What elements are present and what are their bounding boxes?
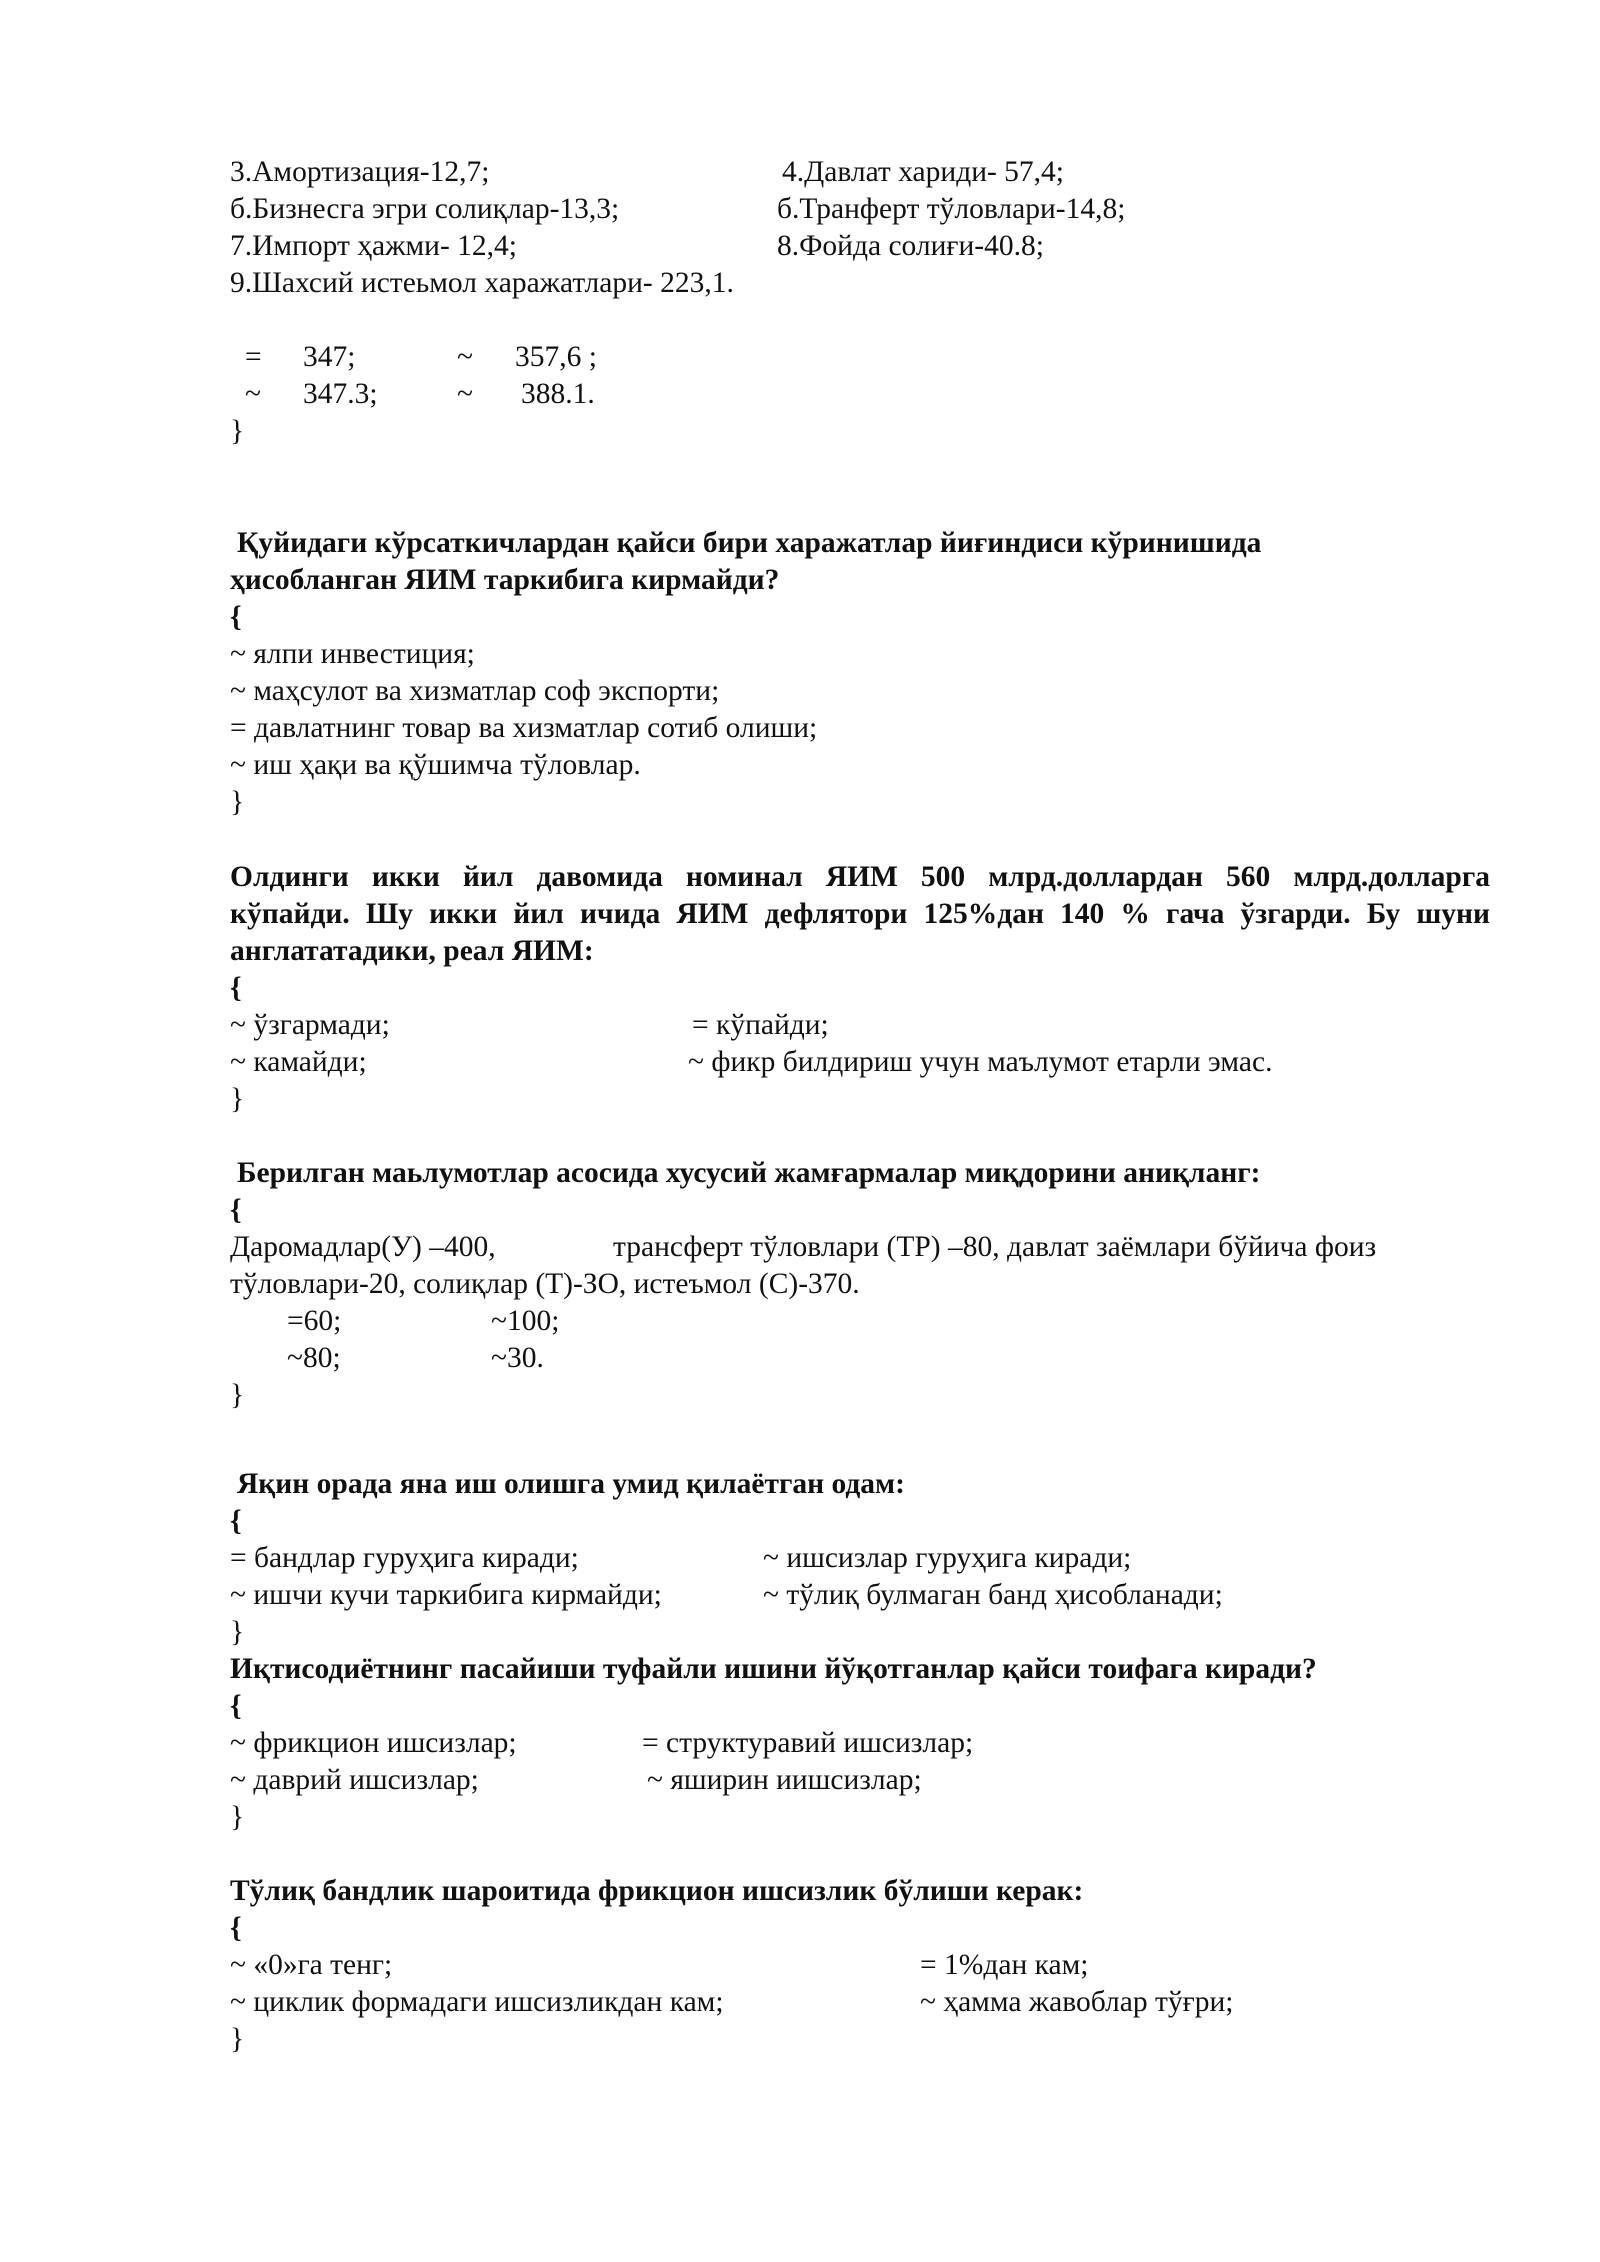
answer-option: ~ маҳсулот ва хизматлар соф экспорти; xyxy=(230,675,720,707)
answer-option: ~ «0»га тенг; xyxy=(230,1949,393,1981)
closing-brace: } xyxy=(230,1616,245,1648)
question-text: англататадики, реал ЯИМ: xyxy=(230,935,594,967)
answer-value: 357,6 ; xyxy=(515,341,597,373)
item-6-left: б.Бизнесга эгри солиқлар-13,3; xyxy=(230,193,620,225)
item-8: 8.Фойда солиғи-40.8; xyxy=(777,230,1044,262)
question-text: Яқин орада яна иш олишга умид қилаётган одам: xyxy=(237,1468,905,1500)
answer-marker: ~ xyxy=(457,341,473,373)
answer-option: = бандлар гуруҳига киради; xyxy=(230,1542,579,1574)
closing-brace: } xyxy=(230,786,245,818)
opening-brace: { xyxy=(230,601,242,633)
item-4: 4.Давлат хариди- 57,4; xyxy=(782,156,1065,188)
answer-option: ~ циклик формадаги ишсизликдан кам; xyxy=(230,1986,724,2018)
question-text: Берилган маьлумотлар асосида хусусий жамғармалар миқдорини аниқланг: xyxy=(237,1157,1261,1189)
answer-option: ~ яширин иишсизлар; xyxy=(647,1764,922,1796)
closing-brace: } xyxy=(230,2023,245,2055)
answer-option: ~30. xyxy=(491,1342,544,1374)
answer-option: ~ тўлиқ булмаган банд ҳисобланади; xyxy=(763,1579,1223,1611)
answer-option: ~ фрикцион ишсизлар; xyxy=(230,1727,517,1759)
answer-option: ~ ўзгармади; xyxy=(230,1009,390,1041)
answer-option: ~ камайди; xyxy=(230,1046,367,1078)
answer-option: ~80; xyxy=(287,1342,341,1374)
closing-brace: } xyxy=(230,1379,245,1411)
question-text: Иқтисодиётнинг пасайиши туфайли ишини йўқотганлар қайси тоифага киради? xyxy=(230,1653,1317,1685)
question-text: кўпайди. Шу икки йил ичида ЯИМ дефлятори 125%дан 140 % гача ўзгарди. Бу шуни xyxy=(230,898,1490,930)
answer-value: 388.1. xyxy=(521,378,595,410)
opening-brace: { xyxy=(230,1194,242,1226)
answer-option: ~100; xyxy=(491,1305,560,1337)
item-9: 9.Шахсий истеьмол харажатлари- 223,1. xyxy=(230,267,734,299)
closing-brace: } xyxy=(230,415,245,447)
answer-marker: ~ xyxy=(457,378,473,410)
item-7: 7.Импорт ҳажми- 12,4; xyxy=(230,230,517,262)
question-text: ҳисобланган ЯИМ таркибига кирмайди? xyxy=(230,564,780,596)
answer-option: ~ иш ҳақи ва қўшимча тўловлар. xyxy=(230,749,641,781)
answer-value: 347; xyxy=(303,341,356,373)
closing-brace: } xyxy=(230,1801,245,1833)
answer-option: = структуравий ишсизлар; xyxy=(642,1727,974,1759)
answer-option: = 1%дан кам; xyxy=(920,1949,1089,1981)
given-data: тўловлари-20, солиқлар (Т)-ЗО, истеъмол (С)-370. xyxy=(230,1268,860,1300)
answer-option: ~ ялпи инвестиция; xyxy=(230,638,475,670)
opening-brace: { xyxy=(230,972,242,1004)
answer-marker: ~ xyxy=(245,378,261,410)
question-text: Қуйидаги кўрсаткичлардан қайси бири харажатлар йиғиндиси кўринишида xyxy=(237,527,1262,559)
opening-brace: { xyxy=(230,1912,242,1944)
answer-option: ~ ишчи кучи таркибига кирмайди; xyxy=(230,1579,662,1611)
item-3: 3.Амортизация-12,7; xyxy=(230,156,490,188)
answer-option: ~ ишсизлар гуруҳига киради; xyxy=(763,1542,1132,1574)
answer-option: = кўпайди; xyxy=(692,1009,829,1041)
closing-brace: } xyxy=(230,1083,245,1115)
item-6-right: б.Транферт тўловлари-14,8; xyxy=(777,193,1126,225)
given-data: Даромадлар(У) –400, xyxy=(230,1231,496,1263)
answer-marker: = xyxy=(245,341,262,373)
answer-option: ~ ҳамма жавоблар тўғри; xyxy=(920,1986,1234,2018)
answer-option: =60; xyxy=(287,1305,342,1337)
answer-value: 347.3; xyxy=(303,378,378,410)
question-text: Олдинги икки йил давомида номинал ЯИМ 500 млрд.доллардан 560 млрд.долларга xyxy=(230,861,1490,893)
opening-brace: { xyxy=(230,1690,242,1722)
answer-option: = давлатнинг товар ва хизматлар сотиб олиши; xyxy=(230,712,818,744)
answer-option: ~ даврий ишсизлар; xyxy=(230,1764,479,1796)
answer-option: ~ фикр билдириш учун маълумот етарли эмас. xyxy=(688,1046,1273,1078)
opening-brace: { xyxy=(230,1505,242,1537)
question-text: Тўлиқ бандлик шароитида фрикцион ишсизлик бўлиши керак: xyxy=(230,1875,1084,1907)
given-data: трансферт тўловлари (ТР) –80, давлат заёмлари бўйича фоиз xyxy=(613,1231,1377,1263)
